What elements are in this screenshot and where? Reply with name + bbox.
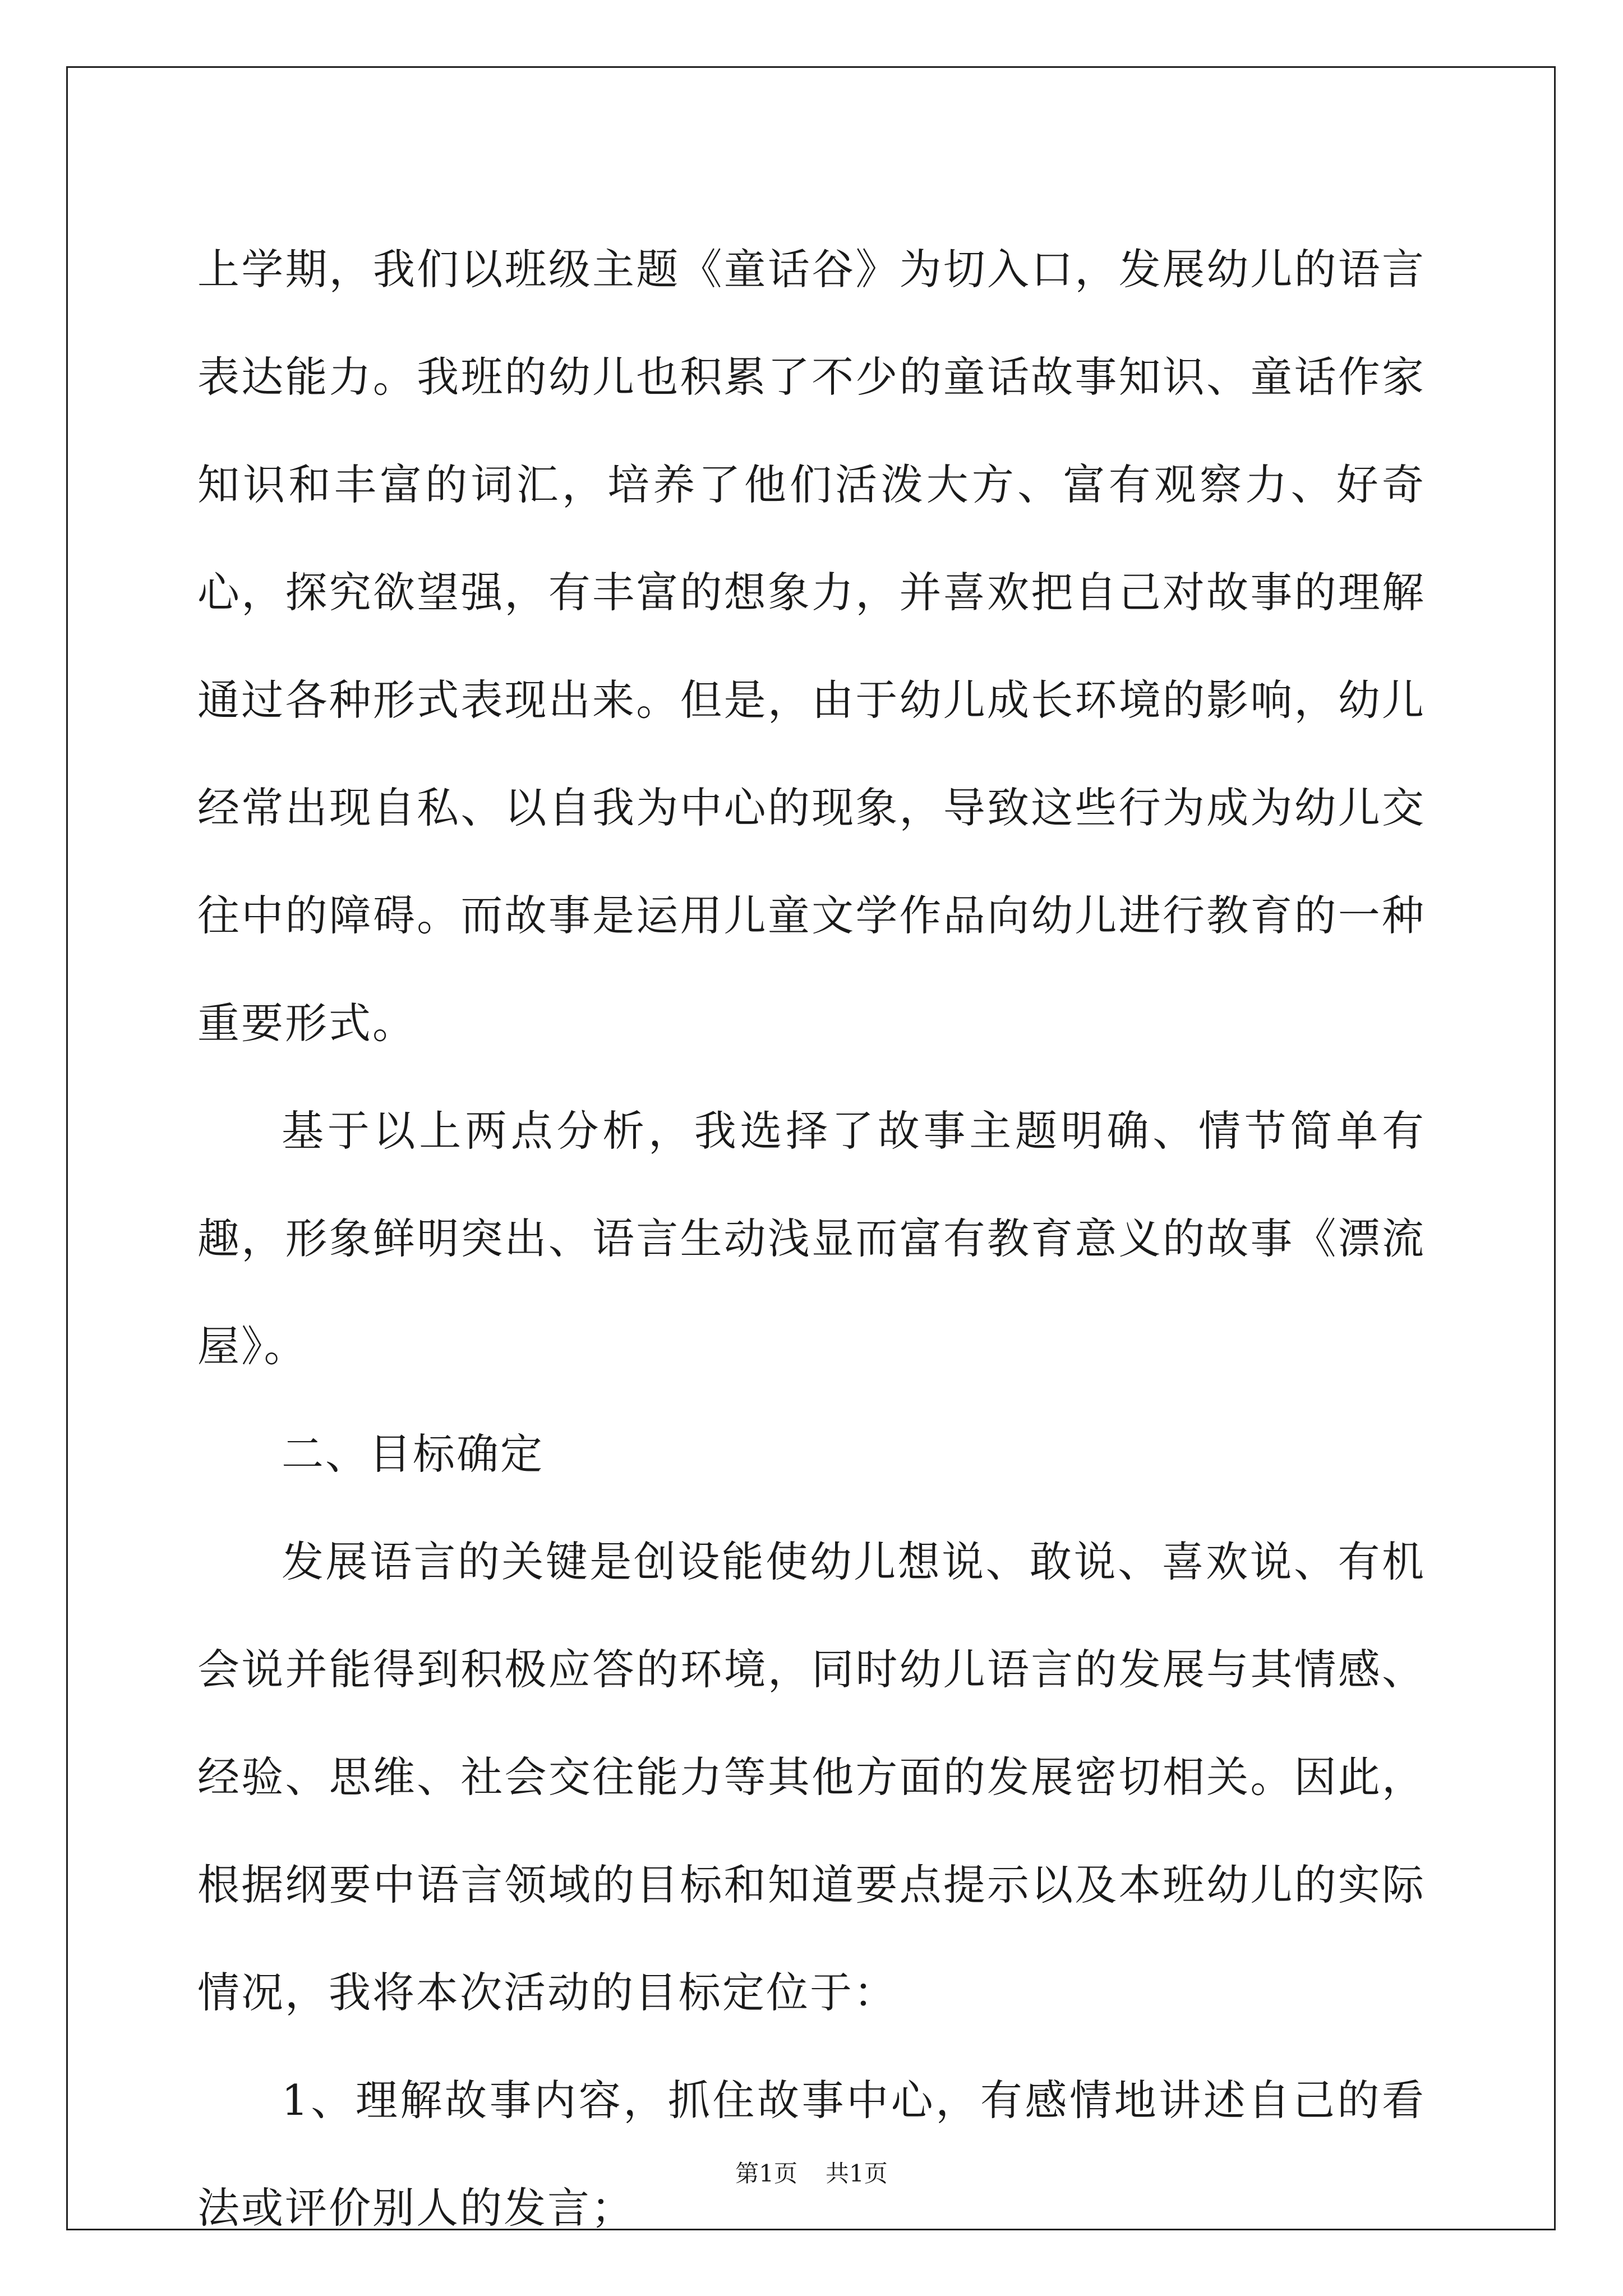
paragraph-intro: 上学期，我们以班级主题《童话谷》为切入口，发展幼儿的语言表达能力。我班的幼儿也积累了不少的童话故事知识、童话作家知识和丰富的词汇，培养了他们活泼大方、富有观察力、好奇心，探究欲望强，有丰富的想象力，并喜欢把自己对故事的理解通过各种形式表现出来。但是，由于幼儿成长环境的影响，幼儿经常出现自私、以自我为中心的现象，导致这些行为成为幼儿交往中的障碍。而故事是运用儿童文学作品向幼儿进行教育的一种重要形式。 [197,245,1426,1048]
document-body [197,215,1426,2262]
goal-item-1: 1、理解故事内容，抓住故事中心，有感情地讲述自己的看法或评价别人的发言； [197,2076,1426,2233]
page-footer [0,2157,1623,2191]
paragraph-analysis: 基于以上两点分析，我选择了故事主题明确、情节简单有趣，形象鲜明突出、语言生动浅显而富有教育意义的故事《漂流屋》。 [197,1106,1426,1371]
page-total: 共1页 [826,2160,888,2187]
paragraph-goals: 发展语言的关键是创设能使幼儿想说、敢说、喜欢说、有机会说并能得到积极应答的环境，同时幼儿语言的发展与其情感、经验、思维、社会交往能力等其他方面的发展密切相关。因此，根据纲要中语言领域的目标和知道要点提示以及本班幼儿的实际情况，我将本次活动的目标定位于： [197,1537,1426,2017]
section-heading-goals: 二、目标确定 [282,1429,545,1479]
page-number: 第1页 [735,2160,797,2187]
